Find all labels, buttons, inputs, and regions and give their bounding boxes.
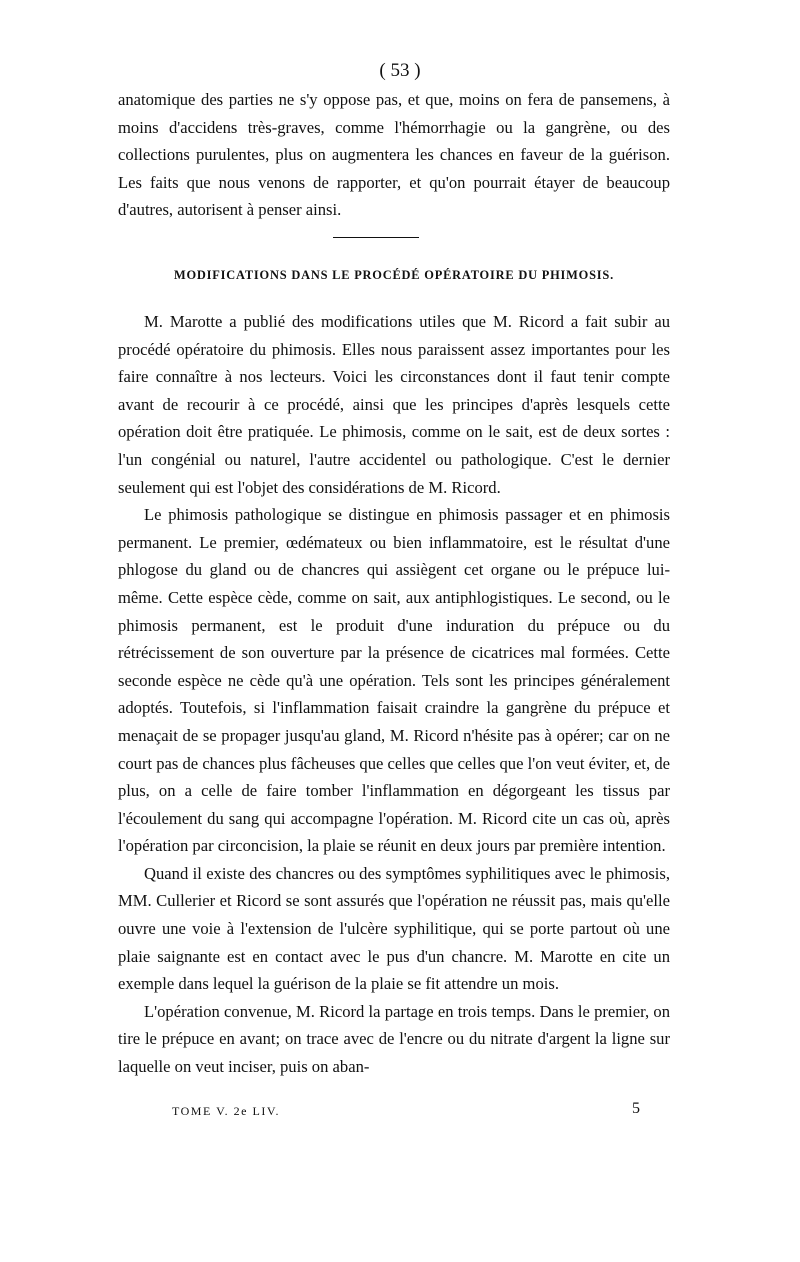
continued-text-block xyxy=(118,86,670,224)
continued-paragraph: anatomique des parties ne s'y oppose pas, et que, moins on fera de pansemens, à moins d'accidens très-graves, comme l'hémorrhagie ou la gangrène, ou des collections purulentes, plus on augmentera les chances en faveur de la guérison. Les faits que nous venons de rapporter, et qu'on pourrait étayer de beaucoup d'autres, autorisent à penser ainsi. xyxy=(118,90,670,220)
signature-mark: 5 xyxy=(632,1100,640,1117)
paragraph-intro: M. Marotte a publié des modifications utiles que M. Ricord a fait subir au procédé opératoire du phimosis. Elles nous paraissent assez importantes pour les faire connaître à nos lecteurs. Voici les circonstances dont il faut tenir compte avant de recourir à ce procédé, ainsi que les principes d'après lesquels cette opération doit être pratiquée. Le phimosis, comme on le sait, est de deux sortes : l'un congénial ou naturel, l'autre accidentel ou pathologique. C'est le dernier seulement qui est l'objet des considérations de M. Ricord. xyxy=(118,312,670,497)
paragraph-pathologique: Le phimosis pathologique se distingue en phimosis passager et en phimosis permanent. Le premier, œdémateux ou bien inflammatoire, est le résultat d'une phlogose du gland ou de chancres qui assiègent cet organe ou le prépuce lui-même. Cette espèce cède, comme on sait, aux antiphlogistiques. Le second, ou le phimosis permanent, est le produit d'une induration du prépuce ou du rétrécissement de son ouverture par la présence de cicatrices mal formées. Cette seconde espèce ne cède qu'à une opération. Tels sont les principes généralement adoptés. Toutefois, si l'inflammation faisait craindre la gangrène du prépuce et menaçait de se propager jusqu'au gland, M. Ricord n'hésite pas à opérer; car on ne court pas de chances plus fâcheuses que celles que celles que l'on veut éviter, et, de plus, on a celle de faire tomber l'inflammation en dégorgeant les tissus par l'écoulement du sang qui accompagne l'opération. M. Ricord cite un cas où, après l'opération par circoncision, la plaie se réunit en deux jours par première intention. xyxy=(118,505,671,856)
volume-marker: TOME V. 2e LIV. xyxy=(172,1104,280,1118)
paragraph-operation: L'opération convenue, M. Ricord la partage en trois temps. Dans le premier, on tire le prépuce en avant; on trace avec de l'encre ou du nitrate d'argent la ligne sur laquelle on veut inciser, puis on aban- xyxy=(118,1001,670,1077)
section-heading: MODIFICATIONS DANS LE PROCÉDÉ OPÉRATOIRE DU PHIMOSIS. xyxy=(174,268,614,282)
paragraph-chancres: Quand il existe des chancres ou des symptômes syphilitiques avec le phimosis, MM. Cullerier et Ricord se sont assurés que l'opération ne réussit pas, mais qu'elle ouvre une voie à l'extension de l'ulcère syphilitique, qui se porte partout où une plaie saignante est en contact avec le pus d'un chancre. M. Marotte en cite un exemple dans lequel la guérison de la plaie se fit attendre un mois. xyxy=(118,863,670,994)
article-body xyxy=(118,308,670,1081)
page-number: ( 53 ) xyxy=(379,60,421,81)
section-divider-rule xyxy=(333,237,419,238)
